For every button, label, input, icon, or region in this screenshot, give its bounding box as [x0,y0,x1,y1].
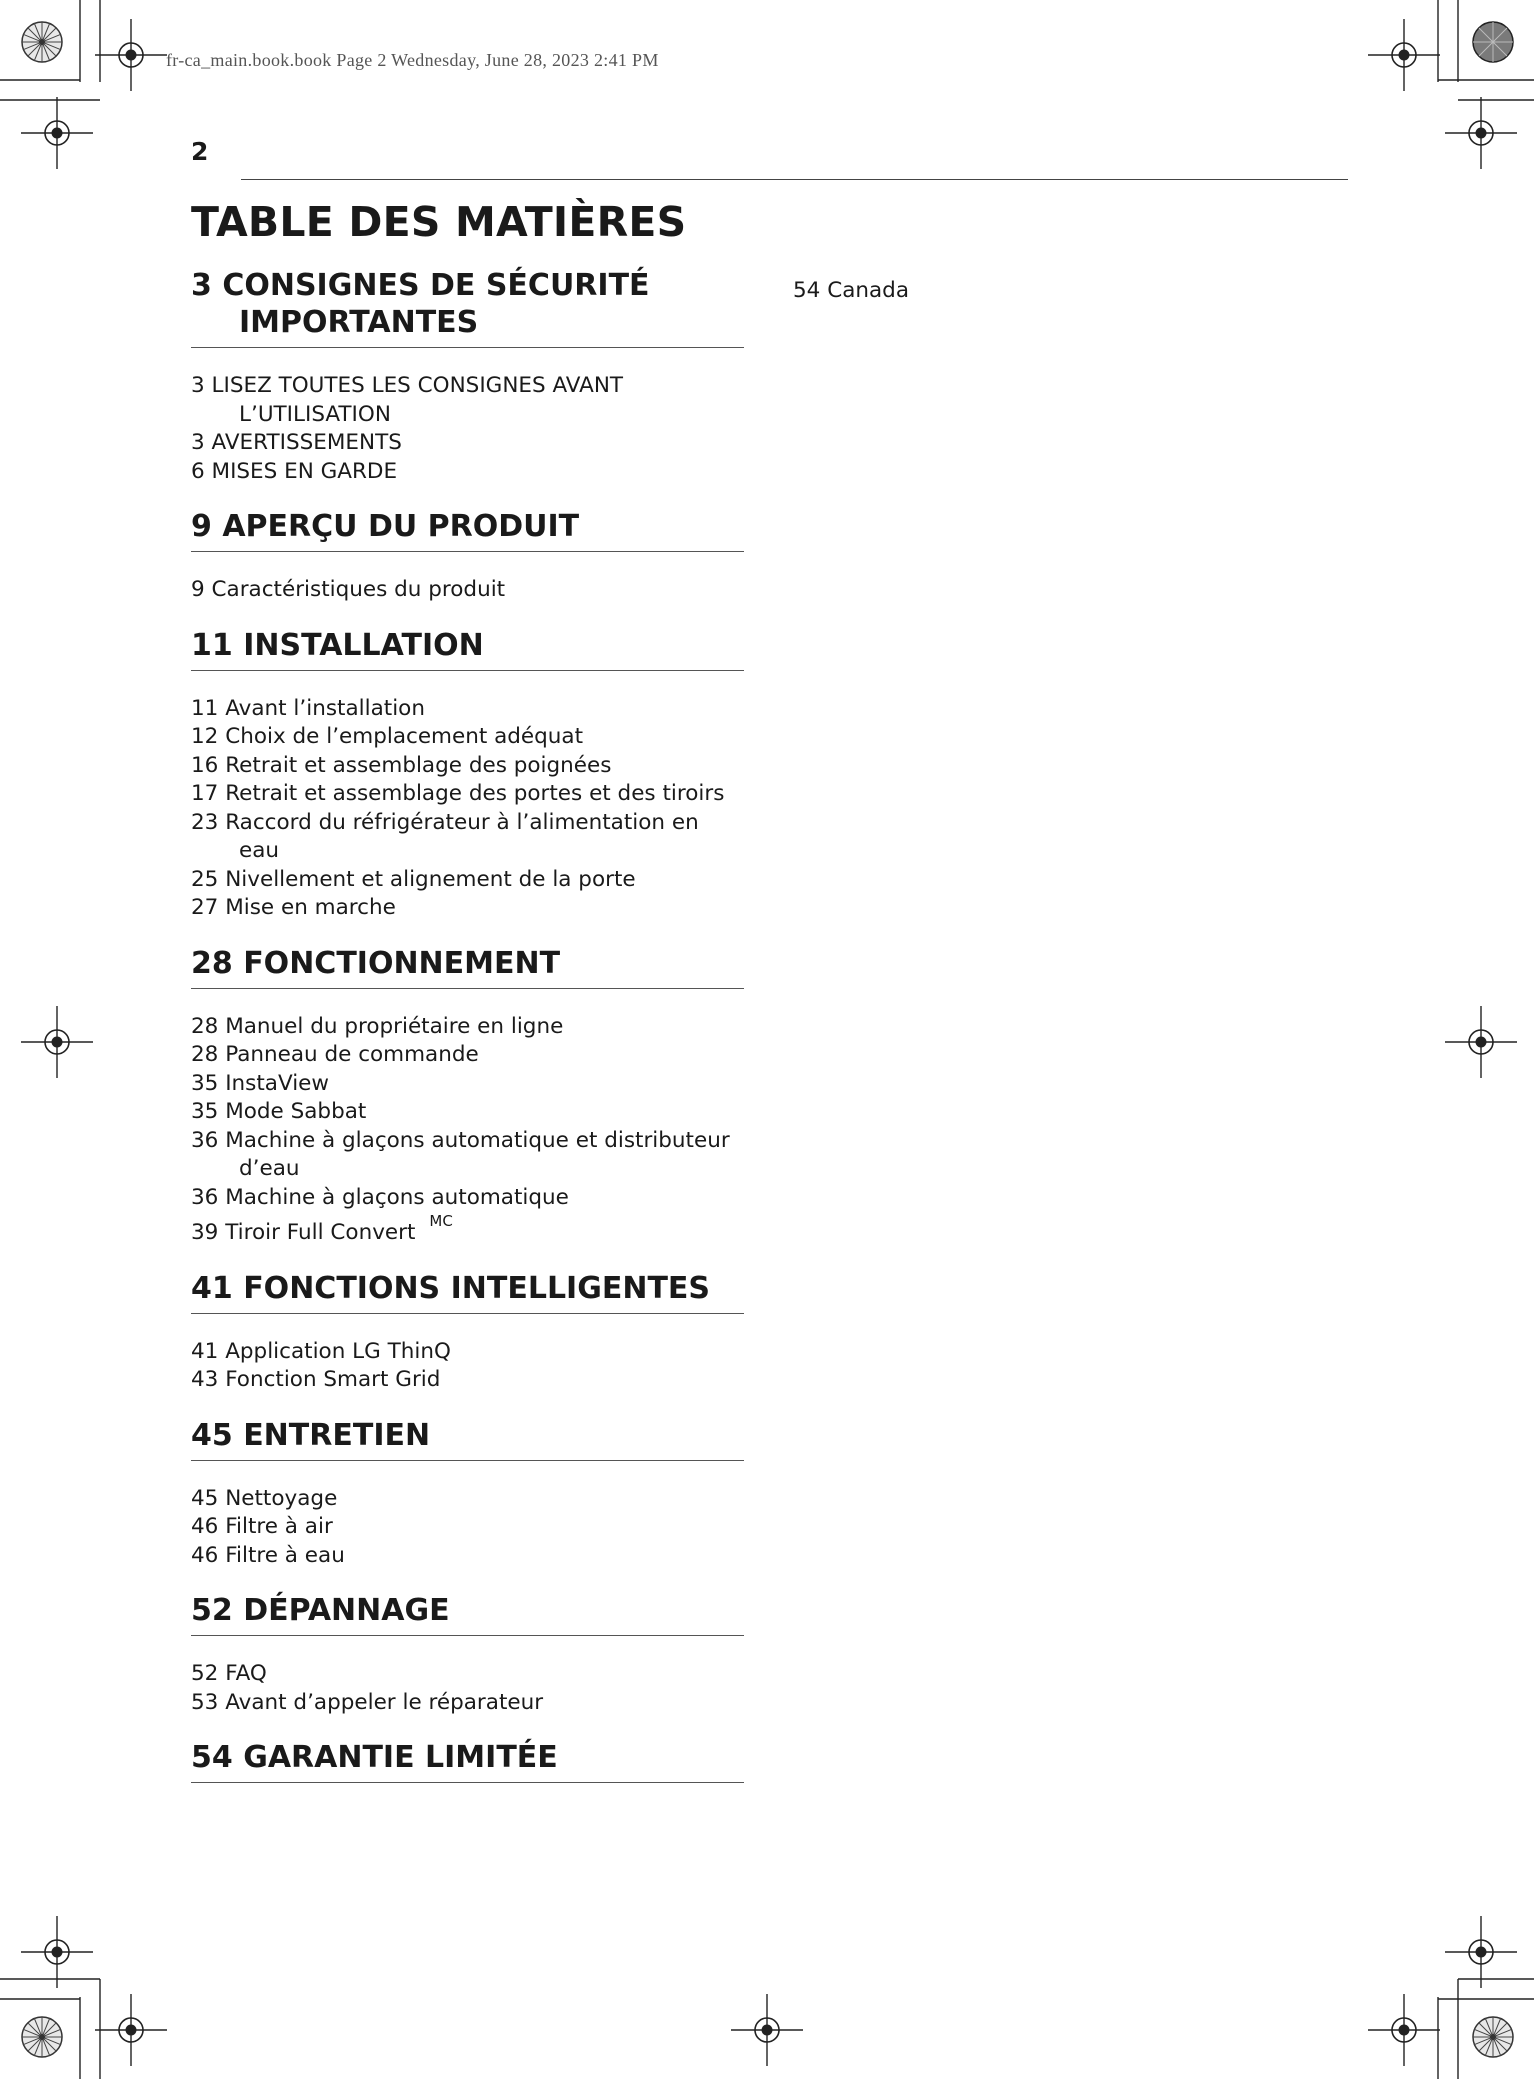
toc-entry-list [191,1636,744,1717]
toc-left-column [191,267,744,1783]
toc-section-safety [191,267,744,486]
toc-entry[interactable]: 54 Canada [793,278,910,303]
page-number: 2 [191,137,209,166]
toc-entry[interactable]: 41 Application LG ThinQ [191,1338,451,1364]
toc-section-overview [191,508,744,605]
toc-entry[interactable]: 3 LISEZ TOUTES LES CONSIGNES AVANT L’UTILISATION [191,373,624,427]
toc-entry[interactable]: 36 Machine à glaçons automatique [191,1184,569,1210]
toc-section-warranty [191,1739,744,1783]
toc-entry-text: 39 Tiroir Full Convert [191,1220,416,1246]
toc-entry-list [191,1314,744,1395]
toc-entry[interactable]: 23 Raccord du réfrigérateur à l’alimentation en eau [191,809,699,863]
page-title: TABLE DES MATIÈRES [191,198,687,246]
toc-entry[interactable]: 9 Caractéristiques du produit [191,577,506,602]
toc-entry[interactable]: 27 Mise en marche [191,895,396,920]
print-header: fr-ca_main.book.book Page 2 Wednesday, June 28, 2023 2:41 PM [166,50,659,70]
toc-entry[interactable]: 35 Mode Sabbat [191,1099,367,1124]
toc-section-maintenance [191,1417,744,1571]
toc-entry-list [191,989,744,1248]
toc-section-heading[interactable]: 54 GARANTIE LIMITÉE [191,1739,744,1783]
toc-section-heading[interactable]: 52 DÉPANNAGE [191,1592,744,1636]
toc-entry[interactable]: 45 Nettoyage [191,1485,338,1511]
toc-entry-list [191,552,744,605]
toc-entry[interactable]: 11 Avant l’installation [191,695,425,721]
toc-entry[interactable]: 6 MISES EN GARDE [191,458,398,484]
toc-entry[interactable]: 16 Retrait et assemblage des poignées [191,752,612,778]
toc-entry[interactable]: 35 InstaView [191,1070,329,1096]
toc-entry-list [191,1461,744,1571]
toc-entry-list [191,348,744,486]
toc-section-operation [191,945,744,1248]
toc-section-installation [191,627,744,923]
toc-section-heading[interactable]: 45 ENTRETIEN [191,1417,744,1461]
toc-entry[interactable]: 46 Filtre à air [191,1514,333,1540]
toc-entry-list [191,671,744,923]
toc-entry[interactable]: 17 Retrait et assemblage des portes et des tiroirs [191,781,725,806]
toc-section-smart-functions [191,1270,744,1395]
toc-section-troubleshooting [191,1592,744,1717]
toc-entry[interactable]: 52 FAQ [191,1661,267,1687]
toc-entry[interactable]: 25 Nivellement et alignement de la porte [191,866,636,892]
toc-section-heading[interactable]: 9 APERÇU DU PRODUIT [191,508,744,552]
toc-entry[interactable]: 46 Filtre à eau [191,1542,345,1568]
toc-entry[interactable] [191,1212,744,1248]
toc-entry[interactable]: 28 Panneau de commande [191,1042,479,1067]
toc-entry[interactable]: 12 Choix de l’emplacement adéquat [191,724,584,749]
toc-entry[interactable]: 43 Fonction Smart Grid [191,1367,441,1393]
toc-section-heading[interactable]: 11 INSTALLATION [191,627,744,671]
trademark-mark: MC [429,1212,453,1230]
toc-right-column [793,277,1313,306]
toc-entry[interactable]: 53 Avant d’appeler le réparateur [191,1689,544,1715]
toc-section-heading[interactable]: 41 FONCTIONS INTELLIGENTES [191,1270,744,1314]
toc-section-heading[interactable]: 3 CONSIGNES DE SÉCURITÉ IMPORTANTES [191,267,744,348]
toc-section-heading[interactable]: 28 FONCTIONNEMENT [191,945,744,989]
toc-entry[interactable]: 28 Manuel du propriétaire en ligne [191,1013,564,1039]
toc-entry[interactable]: 36 Machine à glaçons automatique et distributeur d’eau [191,1127,730,1181]
toc-entry[interactable]: 3 AVERTISSEMENTS [191,430,402,455]
header-rule [241,179,1348,180]
